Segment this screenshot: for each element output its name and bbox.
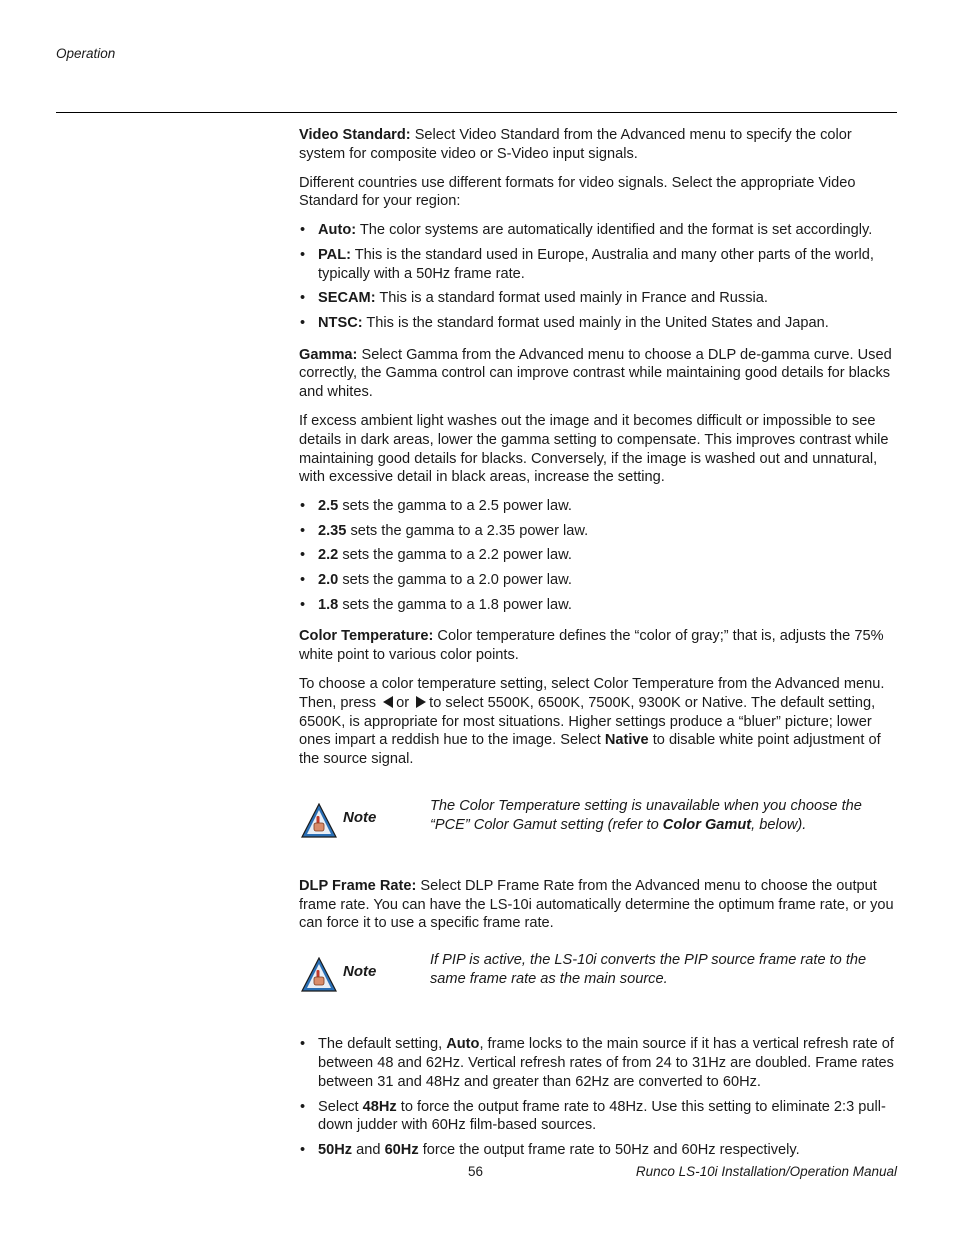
video-standard-para2: Different countries use different formats for video signals. Select the appropriate Video Standard for your region: (299, 174, 856, 210)
note-text-b: , below). (751, 816, 807, 833)
list-item-term: PAL: (318, 246, 351, 263)
list-item-term: Auto (446, 1036, 480, 1053)
page-number: 56 (468, 1164, 484, 1179)
list-item-term: 48Hz (362, 1098, 397, 1115)
list-item-term: 1.8 (318, 596, 339, 613)
list-item-text: This is the standard format used mainly in the United States and Japan. (366, 314, 829, 331)
color-temp-paragraph (299, 627, 899, 665)
list-item-term: SECAM: (318, 290, 376, 307)
dlp-desc: Select DLP Frame Rate from the Advanced menu to choose the output frame rate. You can have the LS-10i automatically determine the optimum frame rate, or you can force it to use a specific frame rate. (299, 877, 894, 932)
color-temp-text-a: To choose a color temperature setting, select Color Temperature from the Advanced menu. Then, press (299, 675, 885, 711)
manual-title: Runco LS-10i Installation/Operation Manual (635, 1164, 897, 1179)
dlp-list (299, 1035, 899, 1160)
list-item-text: sets the gamma to a 2.0 power law. (342, 571, 572, 588)
list-item-text: sets the gamma to a 2.35 power law. (350, 522, 589, 539)
main-content (299, 126, 899, 1173)
list-item-text: Select (318, 1098, 359, 1115)
list-item (299, 596, 899, 615)
note-pip (0, 951, 900, 1011)
video-standard-list (299, 221, 899, 332)
dlp-term: DLP Frame Rate: (299, 877, 417, 894)
list-item (299, 221, 899, 240)
list-item-text: The color systems are automatically identified and the format is set accordingly. (359, 222, 873, 239)
right-arrow-icon (416, 696, 426, 708)
video-standard-paragraph (299, 126, 899, 164)
note-text: If PIP is active, the LS-10i converts the PIP source frame rate to the same frame rate as the main source. (430, 952, 867, 988)
note-hand-icon (301, 957, 337, 993)
list-item-text: to force the output frame rate to 48Hz. Use this setting to eliminate 2:3 pull-down judder with 60Hz film-based sources. (318, 1098, 886, 1134)
list-item-text: This is a standard format used mainly in France and Russia. (379, 290, 768, 307)
list-item-term: 2.35 (318, 522, 347, 539)
list-item-text: The default setting, (318, 1036, 443, 1053)
list-item (299, 571, 899, 590)
gamma-desc: Select Gamma from the Advanced menu to choose a DLP de-gamma curve. Used correctly, the Gamma control can improve contrast while maintaining good details for blacks and whites. (299, 346, 892, 401)
list-item-text: sets the gamma to a 2.5 power law. (342, 498, 572, 515)
list-item (299, 314, 899, 333)
gamma-list (299, 497, 899, 614)
list-item-term: NTSC: (318, 314, 363, 331)
list-item-text: , frame locks to the main source if it has a vertical refresh rate of between 48 and 62Hz. Vertical refresh rates of from 24 to 31Hz are doubled. Frame rates between 31 and 48Hz and greater than 62Hz are converted to 60Hz. (318, 1036, 894, 1090)
list-item (299, 246, 899, 284)
header-rule (56, 112, 897, 113)
list-item-text: force the output frame rate to 50Hz and 60Hz respectively. (422, 1142, 800, 1159)
list-item (299, 546, 899, 565)
list-item-text: sets the gamma to a 1.8 power law. (342, 596, 572, 613)
list-item-term: Auto: (318, 222, 357, 239)
color-temp-para2 (299, 675, 899, 769)
dlp-paragraph (299, 877, 899, 933)
gamma-paragraph (299, 346, 899, 402)
list-item (299, 497, 899, 516)
list-item-term: 60Hz (384, 1142, 419, 1159)
running-header: Operation (56, 46, 116, 61)
note-color-temp (0, 797, 900, 857)
color-temp-term: Color Temperature: (299, 628, 434, 645)
color-gamut-ref: Color Gamut (662, 816, 752, 833)
native-term: Native (604, 732, 649, 749)
color-temp-or: or (396, 694, 410, 711)
list-item (299, 1035, 899, 1091)
note-label: Note (343, 808, 377, 826)
list-item-text: sets the gamma to a 2.2 power law. (342, 547, 572, 564)
list-item (299, 522, 899, 541)
list-item-term: 2.2 (318, 547, 339, 564)
list-item (299, 1098, 899, 1136)
color-temp-text-b: to select 5500K, 6500K, 7500K, 9300K or Native. The default setting, 6500K, is appropriate for most situations. Higher settings produce a “bluer” picture; lower ones impart a reddish hue to the image. Select (299, 694, 876, 749)
note-hand-icon (301, 803, 337, 839)
note-label: Note (343, 963, 377, 981)
list-item-term: 2.0 (318, 571, 339, 588)
video-standard-desc: Select Video Standard from the Advanced menu to specify the color system for composite video or S-Video input signals. (299, 127, 852, 162)
gamma-term: Gamma: (299, 346, 358, 363)
gamma-para2: If excess ambient light washes out the image and it becomes difficult or impossible to see details in dark areas, lower the gamma setting to compensate. This improves contrast while maintaining good details for blacks. Conversely, if the image is washed out and unnatural, with excessive detail in black areas, increase the setting. (299, 412, 889, 486)
note-text-a: The Color Temperature setting is unavailable when you choose the “PCE” Color Gamut setting (refer to (430, 797, 862, 833)
list-item-text: and (356, 1142, 381, 1159)
color-temp-text-c: to disable white point adjustment of the source signal. (299, 732, 881, 768)
video-standard-term: Video Standard: (299, 127, 411, 143)
color-temp-desc: Color temperature defines the “color of gray;” that is, adjusts the 75% white point to various color points. (299, 628, 884, 664)
left-arrow-icon (383, 696, 393, 708)
list-item-term: 2.5 (318, 498, 339, 515)
note-text (430, 797, 895, 835)
list-item (299, 289, 899, 308)
list-item (299, 1141, 899, 1160)
list-item-text: This is the standard used in Europe, Australia and many other parts of the world, typically with a 50Hz frame rate. (318, 246, 874, 282)
list-item-term: 50Hz (318, 1142, 353, 1159)
